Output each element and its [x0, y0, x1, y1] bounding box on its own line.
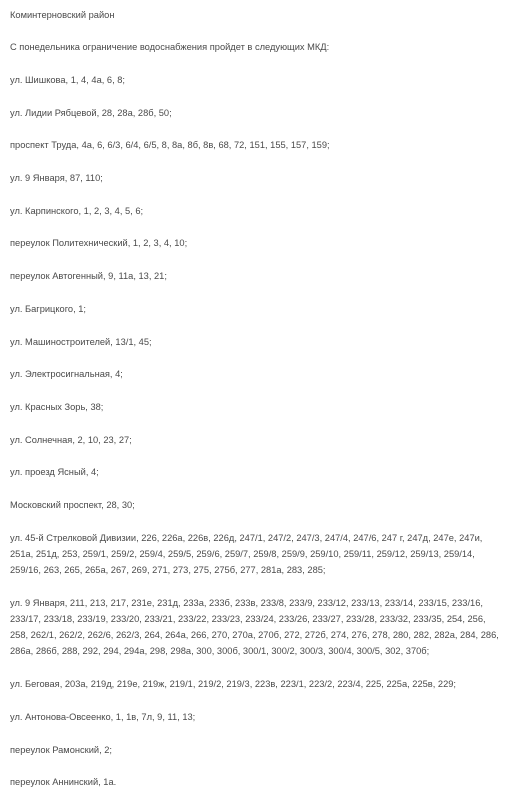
intro-text: С понедельника ограничение водоснабжения пройдет в следующих МКД:: [10, 42, 330, 53]
street-entry: ул. Лидии Рябцевой, 28, 28а, 28б, 50;: [10, 107, 172, 118]
street-entry: ул. 45-й Стрелковой Дивизии, 226, 226а, 226в, 226д, 247/1, 247/2, 247/3, 247/4, 247/6, 247 г, 247д, 247е, 247и, 251а, 251д, 253, 259/1, 259/2, 259/4, 259/5, 259/6, 259/7, 259/8, 259/9, 259/10, 259/11, 259/12, 259/13, 259/14, 259/16, 263, 265, 265а, 267, 269, 271, 273, 275, 275б, 277, 281а, 283, 285;: [10, 532, 483, 576]
street-entry: ул. Беговая, 203а, 219д, 219е, 219ж, 219/1, 219/2, 219/3, 223в, 223/1, 223/2, 223/4, 225, 225а, 225в, 229;: [10, 679, 457, 690]
street-entry: Московский проспект, 28, 30;: [10, 500, 135, 511]
street-entry: ул. Электросигнальная, 4;: [10, 369, 123, 380]
street-entry: переулок Аннинский, 1а.: [10, 777, 117, 788]
street-entry: ул. Машиностроителей, 13/1, 45;: [10, 336, 152, 347]
street-entry: ул. Красных Зорь, 38;: [10, 401, 104, 412]
street-entry: ул. 9 Января, 87, 110;: [10, 173, 103, 184]
street-entry: ул. Багрицкого, 1;: [10, 303, 87, 314]
street-entry: ул. проезд Ясный, 4;: [10, 467, 99, 478]
street-entry: ул. Карпинского, 1, 2, 3, 4, 5, 6;: [10, 205, 144, 216]
street-entry: ул. Антонова-Овсеенко, 1, 1в, 7л, 9, 11, 13;: [10, 711, 196, 722]
street-entry: ул. Солнечная, 2, 10, 23, 27;: [10, 434, 132, 445]
street-entry: ул. Шишкова, 1, 4, 4а, 6, 8;: [10, 74, 125, 85]
street-entry: переулок Рамонский, 2;: [10, 744, 113, 755]
street-entry: переулок Политехнический, 1, 2, 3, 4, 10;: [10, 238, 188, 249]
district-heading: Коминтерновский район: [10, 10, 115, 20]
street-entry: переулок Автогенный, 9, 11а, 13, 21;: [10, 271, 167, 282]
street-entry: проспект Труда, 4а, 6, 6/3, 6/4, 6/5, 8, 8а, 8б, 8в, 68, 72, 151, 155, 157, 159;: [10, 140, 330, 151]
street-entry: ул. 9 Января, 211, 213, 217, 231е, 231д, 233а, 233б, 233в, 233/8, 233/9, 233/12, 233/13, 233/14, 233/15, 233/16, 233/17, 233/18, 233/19, 233/20, 233/21, 233/22, 233/23, 233/24, 233/26, 233/27, 233/28, 233/32, 233/35, 254, 256, 258, 262/1, 262/2, 262/6, 262/3, 264, 264а, 266, 270, 270а, 270б, 272, 272б, 274, 276, 278, 280, 282, 282а, 284, 286, 286а, 286б, 288, 292, 294, 294а, 298, 298а, 300, 300б, 300/1, 300/2, 300/3, 300/4, 300/5, 302, 370б;: [10, 597, 499, 657]
